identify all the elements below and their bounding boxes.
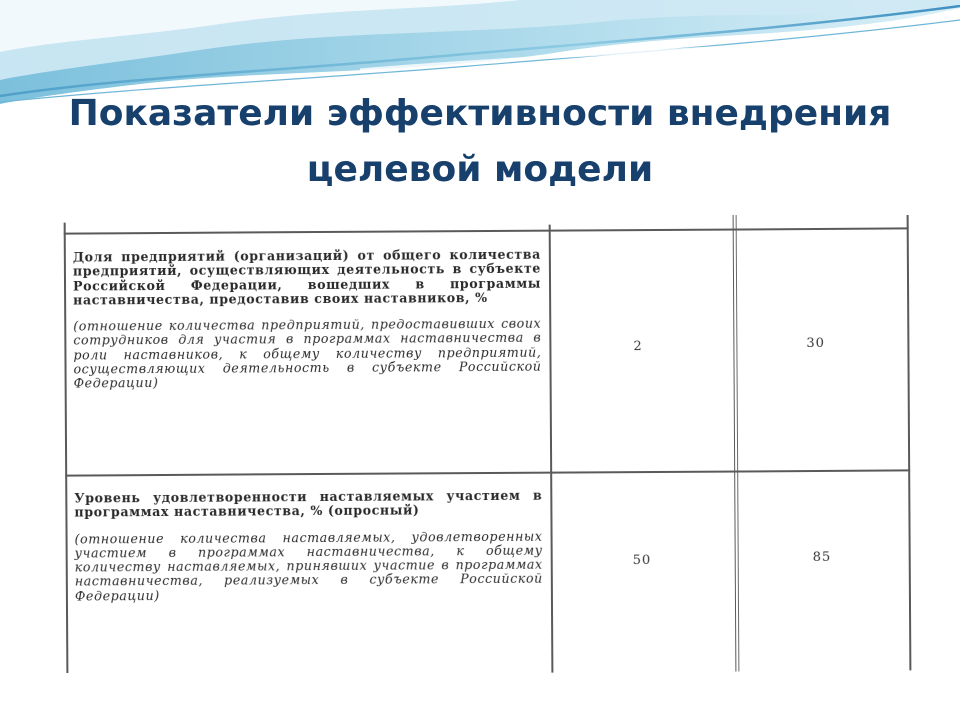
indicator-table: [62, 215, 914, 673]
table-row-1-indicator-cell: [73, 248, 542, 392]
table-border-top: [64, 227, 909, 234]
slide-title: [40, 86, 920, 198]
slide-title-line-1: Показатели эффективности внедрения: [68, 93, 892, 134]
table-border-left: [64, 223, 68, 673]
table-row-2-indicator-cell: [74, 489, 543, 604]
table-divider-col-1: [549, 225, 553, 673]
row-2-formula-text: (отношение количества наставляемых, удовлетворенных участием в программах наставничества, к общему количеству наставляемых, принявших участие в программах наставничества, реализуемых в субъекте Российской Федерации): [74, 528, 543, 604]
table-divider-col-2: [733, 215, 740, 671]
row-1-indicator-text: Доля предприятий (организаций) от общего количества предприятий, осуществляющих деятельность в субъекте Российской Федерации, вошедших в программы наставничества, предоставив своих наставников, %: [72, 246, 542, 308]
scanned-document-table: [62, 215, 914, 673]
row-2-indicator-text: Уровень удовлетворенности наставляемых участием в программах наставничества, % (опросный): [74, 487, 543, 520]
row-1-value-1: 2: [633, 339, 643, 355]
row-2-value-2: 85: [812, 549, 832, 566]
row-1-formula-text: (отношение количества предприятий, предоставивших своих сотрудников для участия в программах наставничества в роли наставников, к общему количеству предприятий, осуществляющих деятельность в субъекте Российской Федерации): [73, 315, 542, 391]
row-2-value-1: 50: [632, 553, 652, 569]
table-row-divider: [65, 469, 910, 476]
table-border-right: [907, 215, 911, 670]
slide-title-line-2: целевой модели: [306, 149, 654, 190]
row-1-value-2: 30: [806, 335, 825, 352]
